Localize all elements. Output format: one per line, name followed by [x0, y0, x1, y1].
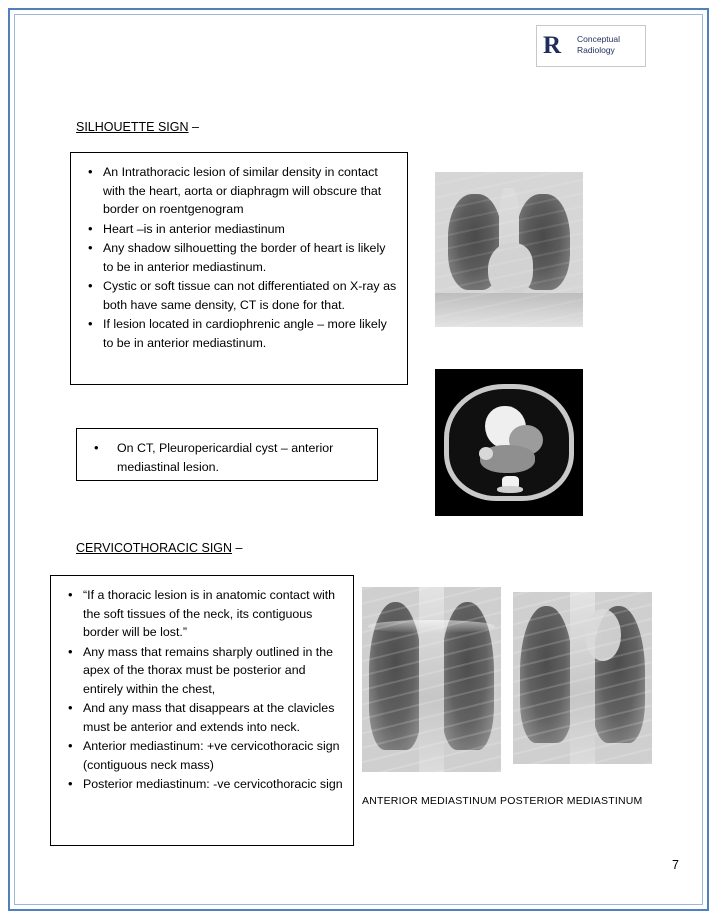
bullet-list-ct-note [87, 439, 367, 476]
list-item: • Any shadow silhouetting the border of heart is likely to be in anterior mediastinum. [103, 239, 397, 276]
xray3-rib-texture [513, 592, 652, 764]
chest-xray-frontal-image [435, 172, 583, 327]
bullet-box-ct-pleuropericardial-cyst [76, 428, 378, 481]
list-item: • On CT, Pleuropericardial cyst – anterior mediastinal lesion. [109, 439, 367, 476]
xray-rib-texture [435, 172, 583, 327]
list-item: • An Intrathoracic lesion of similar density in contact with the heart, aorta or diaphragm will obscure that border on roentgenogram [103, 163, 397, 219]
chest-ct-axial-image [435, 369, 583, 516]
chest-xray-anterior-mediastinum-image [362, 587, 501, 772]
ct-nodule [479, 447, 493, 460]
ct-thorax-outline [444, 384, 574, 502]
list-item: • “If a thoracic lesion is in anatomic contact with the soft tissues of the neck, its contiguous border will be lost.” [83, 586, 343, 642]
logo-text [577, 34, 643, 56]
logo-text-line1: Conceptual [577, 34, 621, 44]
logo [536, 25, 646, 67]
logo-text-line2: Radiology [577, 45, 615, 55]
heading-silhouette-sign-suffix: – [188, 120, 199, 134]
list-item: • Any mass that remains sharply outlined in the apex of the thorax must be posterior and entirely within the chest, [83, 643, 343, 699]
page-number: 7 [672, 858, 679, 872]
ct-posterior-wall [497, 486, 523, 494]
heading-cervicothoracic-sign-suffix: – [232, 541, 243, 555]
heading-cervicothoracic-sign [76, 541, 242, 555]
list-item: • If lesion located in cardiophrenic angle – more likely to be in anterior mediastinum. [103, 315, 397, 352]
list-item: • Cystic or soft tissue can not differentiated on X-ray as both have same density, CT is done for that. [103, 277, 397, 314]
bullet-box-silhouette-sign [70, 152, 408, 385]
list-item: • Posterior mediastinum: -ve cervicothoracic sign [83, 775, 343, 794]
caption-posterior-mediastinum: POSTERIOR MEDIASTINUM [500, 795, 643, 807]
heading-silhouette-sign [76, 120, 199, 134]
logo-mark-icon: R [543, 32, 560, 59]
bullet-box-cervicothoracic-sign [50, 575, 354, 846]
list-item: • And any mass that disappears at the clavicles must be anterior and extends into neck. [83, 699, 343, 736]
caption-anterior-mediastinum: ANTERIOR MEDIASTINUM [362, 795, 497, 807]
heading-cervicothoracic-sign-text: CERVICOTHORACIC SIGN [76, 541, 233, 555]
list-item: • Heart –is in anterior mediastinum [103, 220, 397, 239]
chest-xray-posterior-mediastinum-image [513, 592, 652, 764]
heading-silhouette-sign-text: SILHOUETTE SIGN [76, 120, 189, 134]
xray2-rib-texture [362, 587, 501, 772]
bullet-list-cervicothoracic-sign [61, 586, 343, 794]
bullet-list-silhouette-sign [81, 163, 397, 352]
list-item: • Anterior mediastinum: +ve cervicothoracic sign (contiguous neck mass) [83, 737, 343, 774]
